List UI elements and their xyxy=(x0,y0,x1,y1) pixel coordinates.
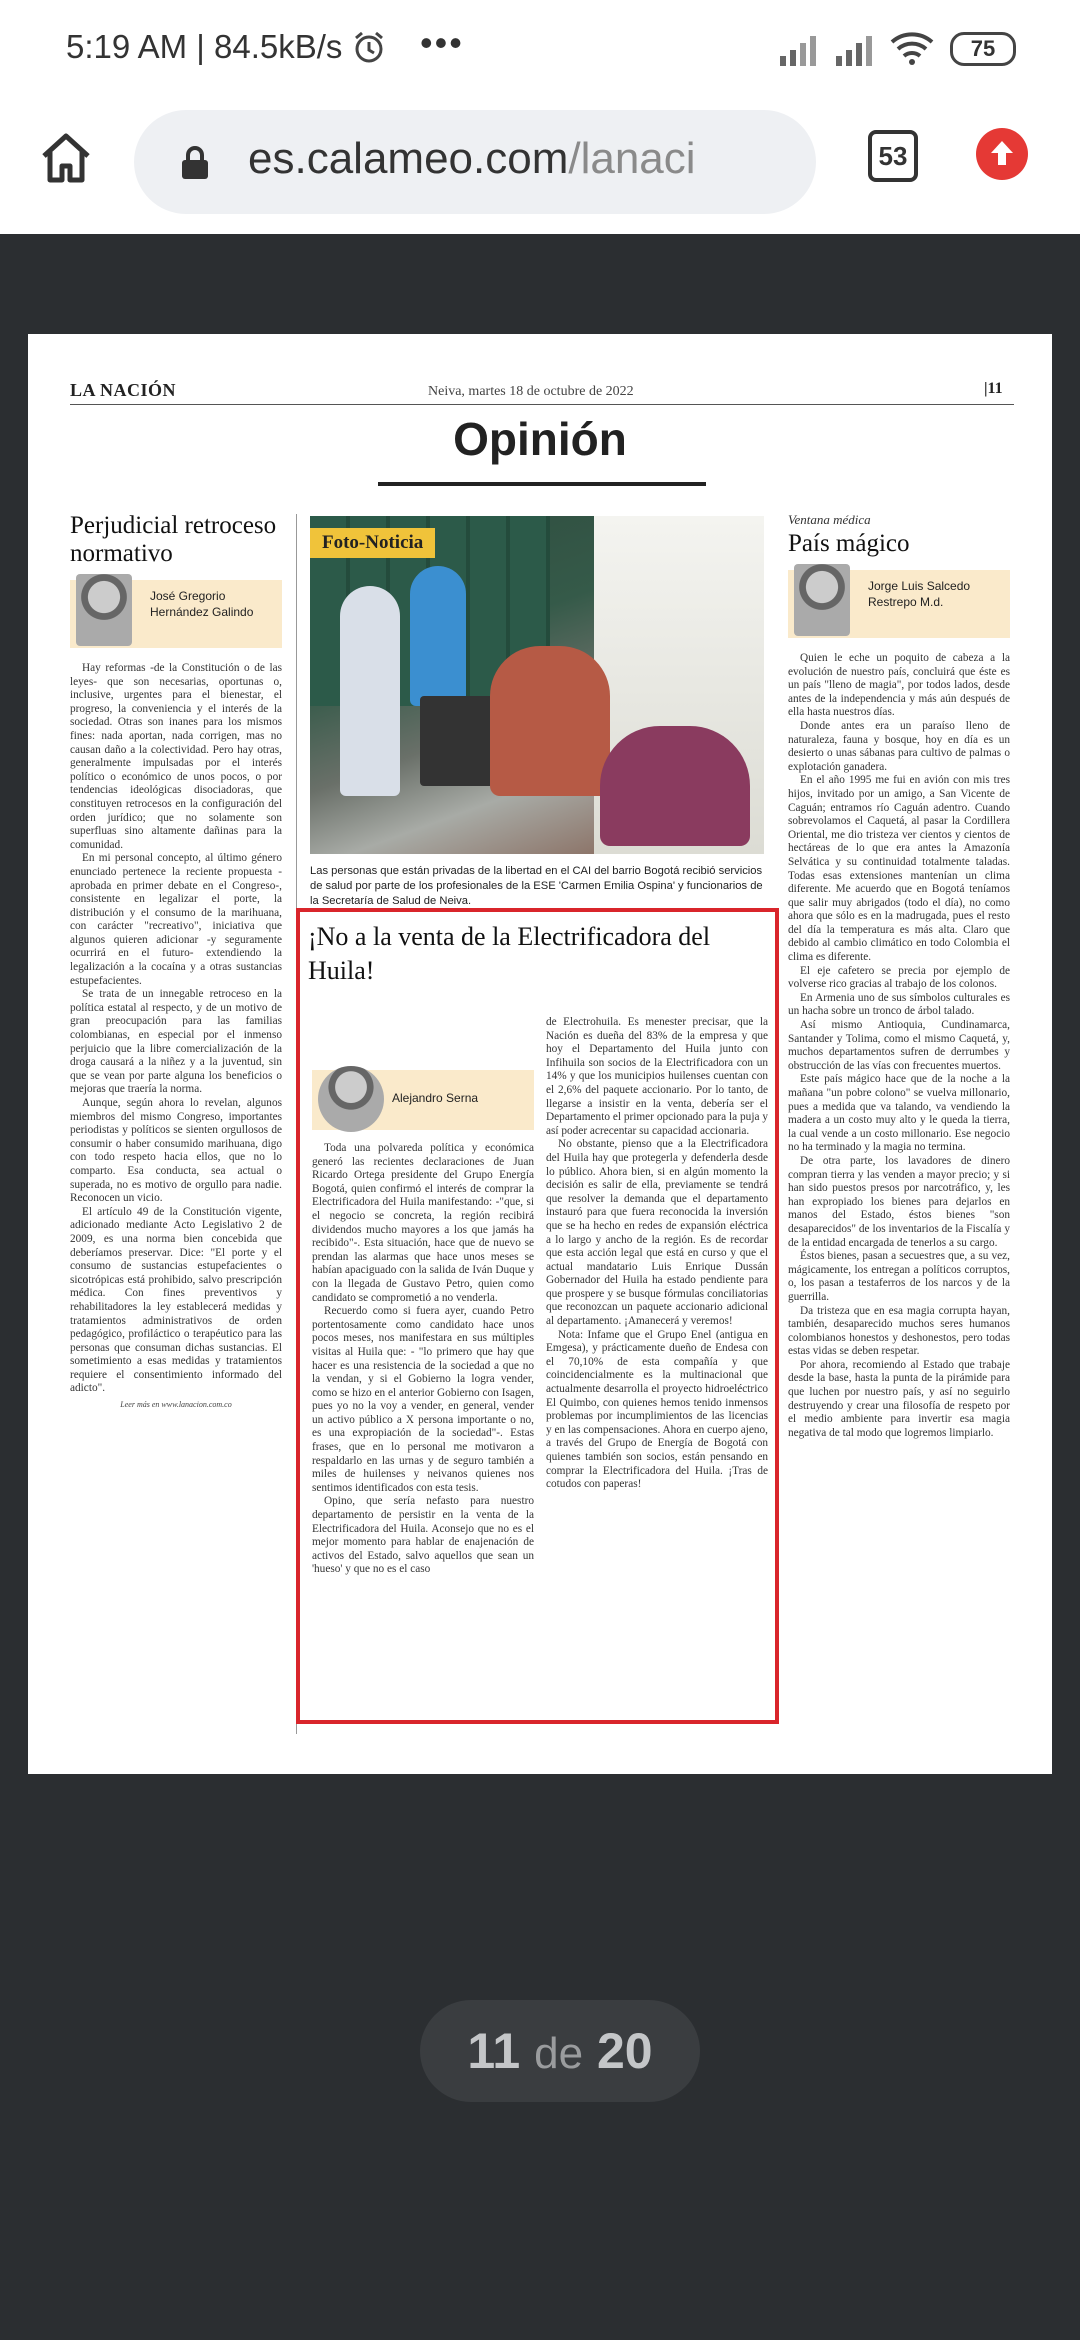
page-number: |11 xyxy=(984,380,1003,397)
photo-tag: Foto-Noticia xyxy=(310,528,435,558)
paragraph: Hay reformas -de la Constitución o de las leyes- que son necesarias, oportunas o, inclusive, urgentes para el bienestar, el progreso, la conveniencia y el interés de la sociedad. Otras son inanes para los mismos fines: nada aportan, nada corrigen, mas no causan daño a la colectividad. Pero hay otras, generalmente impulsadas por el interés político o económico de unos pocos, o por tendencias ideológicas disociadoras, que constituyen retrocesos en la configuración del orden jurídico; que no solamente son superfluas sino altamente dañinas para la comunidad. xyxy=(70,662,282,851)
left-column xyxy=(70,512,282,1409)
feature-author-box xyxy=(312,1070,534,1130)
right-body xyxy=(788,652,1010,1440)
author-photo xyxy=(76,574,132,646)
cell-signal-2-icon xyxy=(836,34,876,71)
left-author: José Gregorio Hernández Galindo xyxy=(150,589,254,619)
more-notifications-icon: ••• xyxy=(420,22,464,63)
paragraph: Este país mágico hace que de la noche a la mañana "un pobre colono" se vuelva millonario, pues a medida que va talando, va vendiendo la madera a un costo muy alto y le queda la tierra, la cual vende a un costo millonario. Ese negocio no ha terminado y la magia no termina. xyxy=(788,1073,1010,1154)
newspaper-page[interactable] xyxy=(28,334,1052,1774)
masthead: LA NACIÓN xyxy=(70,380,177,400)
feature-author: Alejandro Serna xyxy=(392,1091,479,1105)
paragraph: Quien le eche un poquito de cabeza a la evolución de nuestro país, concluirá que éste es un país "lleno de magia", por todos lados, desde antes de la independencia y más aún después de ella hasta nuestros días. xyxy=(788,652,1010,719)
paragraph: Opino, que sería nefasto para nuestro departamento de persistir en la venta de la Electrificadora del Huila. Aconsejo que no es el mejor momento para hablar de enajenación de activos del Estado, salvo aquellos que sean un 'hueso' y que no es el caso xyxy=(312,1495,534,1576)
battery-icon: 75 xyxy=(950,32,1016,66)
tabs-count-button[interactable]: 53 xyxy=(868,130,918,182)
paragraph: El eje cafetero se precia por ejemplo de volverse rico gracias al trabajo de los colonos. xyxy=(788,964,1010,991)
url-text: es.calameo.com/lanaci xyxy=(248,134,696,183)
status-bar xyxy=(0,0,1080,100)
photo-caption: Las personas que están privadas de la libertad en el CAI del barrio Bogotá recibió servicios de salud por parte de los profesionales de la ESE 'Carmen Emilia Ospina' y funcionarios de la Secretaría de Salud de Neiva. xyxy=(310,865,763,907)
paragraph: El artículo 49 de la Constitución vigente, adicionado mediante Acto Legislativo 2 de 2009, es una norma bien concebida que deberíamos preservar. Dice: "El porte y el consumo de sustancias estupefacientes o sicotrópicas está prohibido, salvo prescripción médica. Con fines preventivos y rehabilitadores la ley establecerá medidas y tratamientos administrativos de orden pedagógico, profiláctico o terapéutico para las personas que consuman dichas sustancias. El sometimiento a esas medidas y tratamientos requiere el consentimiento informado del adicto". xyxy=(70,1205,282,1395)
paragraph: Da tristeza que en esa magia corrupta hayan, también, desaparecido muchos seres humanos colombianos honestos y deshonestos, pero todas estas vidas se deben respetar. xyxy=(788,1304,1010,1358)
status-time: 5:19 AM | 84.5kB/s xyxy=(66,28,343,65)
paragraph: En Armenia uno de sus símbolos culturales es un hacha sobre un tronco de árbol talado. xyxy=(788,991,1010,1018)
paragraph: de Electrohuila. Es menester precisar, que la Nación es dueña del 83% de la empresa y que hoy el Departamento del Huila junto con Infihuila son socios de la Electrificadora con un 14% y que los municipios huilenses cuentan con el 2,6% del paquete accionario. Por lo tanto, de llegarse a insistir en la venta, debería ser el Departamento el primer opcionado para la puja y así poder acrecentar su capacidad accionaria. xyxy=(546,1016,768,1137)
page-counter[interactable]: 11 de 20 xyxy=(420,2000,700,2102)
alarm-icon xyxy=(352,30,386,69)
right-headline: País mágico xyxy=(788,530,910,557)
feature-article xyxy=(304,916,774,1576)
right-kicker: Ventana médica xyxy=(788,512,871,527)
wifi-icon xyxy=(890,30,934,71)
left-headline: Perjudicial retroceso normativo xyxy=(70,512,277,567)
dateline: Neiva, martes 18 de octubre de 2022 xyxy=(428,384,634,399)
browser-toolbar xyxy=(0,100,1080,234)
paragraph: Nota: Infame que el Grupo Enel (antigua en Emgesa), y prácticamente dueño de Endesa con el 70,10% de esta compañía y que coincidencialmente es la multinacional que actualmente desarrolla el proyecto hidroeléctrico El Quimbo, con quienes hemos tenido inmensos problemas por incumplimientos de las licencias y en las compensaciones. Ahora en cuerpo ajeno, a través del Grupo de Energía de Bogotá con quienes también son socios, están pensando en comprar la Electrificadora del Huila. ¡Tras de cotudos con paperas! xyxy=(546,1328,768,1491)
paragraph: En el año 1995 me fui en avión con mis tres hijos, invitado por un amigo, a San Vicente de Caguán; entramos río Caguán adentro. Cuando sobrevolamos el Caquetá, al pasar la Cordillera Oriental, me dio tristeza ver cientos y cientos de hectáreas de lo que era antes la Amazonía Selvática y su continuidad totalmente taladas. Todas esas extensiones mantenían un clima diferente. Me acuerdo que en Bogotá teníamos que salir muy abrigados (todo el día), no como ahora que sólo es en la madrugada, pues el resto del día la temperatura es más alta. Claro que debido al cambio climático en todo Colombia el clima es diferente. xyxy=(788,774,1010,964)
feature-col1 xyxy=(312,1070,534,1577)
paragraph: Donde antes era un paraíso lleno de naturaleza, fauna y bosque, hoy en día es un desierto o unas sábanas para cultivo de palmas o explotación ganadera. xyxy=(788,719,1010,773)
paragraph: Éstos bienes, pasan a secuestres que, a su vez, mágicamente, los entregan a políticos corruptos, o, los pasan a testaferros de los narcos y de la guerrilla. xyxy=(788,1250,1010,1303)
home-icon[interactable] xyxy=(38,130,94,191)
paragraph: Por ahora, recomiendo al Estado que trabaje desde la base, hasta la punta de la pirámide para que luchen por nuestro país, y así no seguirlo destruyendo y crear una filosofía de respeto por el medio ambiente para invertir esa magia negativa de tal modo que logremos limpiarlo. xyxy=(788,1358,1010,1439)
right-author-box xyxy=(788,570,1010,638)
lock-icon xyxy=(180,146,210,185)
left-footnote: Leer más en www.lanacion.com.co xyxy=(120,1400,232,1410)
section-underline xyxy=(378,482,706,486)
masthead-rule xyxy=(70,404,1014,405)
address-bar[interactable] xyxy=(134,110,816,214)
news-photo xyxy=(310,516,764,854)
section-title: Opinión xyxy=(453,413,627,465)
feature-col2 xyxy=(546,1016,768,1492)
paragraph: Así mismo Antioquia, Cundinamarca, Santander y Tolima, como el mismo Caquetá, y, muchos departamentos sufren de derrumbes y obstrucción de las vías con frecuentes muertos. xyxy=(788,1019,1010,1072)
paragraph: De otra parte, los lavadores de dinero compran tierra y las venden a mayor precio; y si han sido puestos presos por narcotráfico, y, les han expropiado los bienes para dejarlos en manos del Estado, éstos bienes "son desaparecidos" de los inventarios de la Fiscalía y de la entidad encargada de tenerlos a su cargo. xyxy=(788,1154,1010,1249)
author-photo xyxy=(318,1066,384,1132)
paragraph: Aunque, según ahora lo revelan, algunos miembros del mismo Congreso, importantes periodistas y políticos se sienten orgullosos de consumir o haber consumido marihuana, digo con todo respeto hacia ellos, que no lo comparto. Esa conducta, sea actual o superada, no es motivo de orgullo para nadie. Reconocen un vicio. xyxy=(70,1097,282,1205)
left-body xyxy=(70,662,282,1396)
paragraph: Toda una polvareda política y económica generó las recientes declaraciones de Juan Ricardo Ortega presidente del Grupo Energía Bogotá, quien confirmó el interés de comprar la Electrificadora del Huila manifestando: -"que, si el negocio se concreta, la región recibirá dividendos mucho mayores a los que jamás ha recibido"-. Esta situación, hace que de nuevo se prendan las alarmas que hace unos meses se habían apaciguado con la salida de Iván Duque y con la llegada de Gustavo Petro, quien como candidato se comprometió a no venderla. xyxy=(312,1142,534,1304)
update-icon[interactable] xyxy=(976,128,1028,180)
paragraph: En mi personal concepto, al último género enunciado pertenece la reciente propuesta -aprobada en primer debate en el Congreso-, consistente en legalizar el porte, la distribución y el consumo de la marihuana, con carácter "recreativo", iniciativa que algunos quieren adicionar -y seguramente ocurrirá en el futuro- extendiendo la legalización a la cocaína y a otras sustancias estupefacientes. xyxy=(70,852,282,987)
cell-signal-icon xyxy=(780,34,820,71)
author-photo xyxy=(794,564,850,636)
paragraph: Recuerdo como si fuera ayer, cuando Petro portentosamente como candidato hace unos pocos meses, nos manifestara en sus múltiples visitas al Huila que: - "lo primero que hay que hacer es una resistencia de la sociedad a que no la vendan, y si el Gobierno la logra vender, como se hizo en el anterior Gobierno con Isagen, pues yo no la voy a vender, en general, vender un activo público a X persona importante o no, es una expropiación de la sociedad"-. Estas frases, que en lo personal me motivaron a respaldarlo en las urnas y de seguro también a miles de huilenses y neivanos quienes nos sentimos identificados con esta tesis. xyxy=(312,1305,534,1494)
paragraph: No obstante, pienso que a la Electrificadora del Huila hay que protegerla y defenderla desde lo público. Ahora bien, si en algún momento la decisión es salir de ella, previamente se tendrá que resolver la demanda que el departamento instauró para que fuera reconocida la inversión que se ha hecho en redes de expansión eléctrica a lo largo y ancho de la región. Es de recordar que esta acción legal que está en curso y que el actual mandatario Luis Enrique Dussán Gobernador del Huila ha estado pendiente para que prospere y se busque fórmulas conciliatorias que reconozcan un paquete accionario adicional al departamento. ¡Amanecerá y veremos! xyxy=(546,1138,768,1328)
paragraph: Se trata de un innegable retroceso en la política estatal al respecto, y de un motivo de gran preocupación para las familias colombianas, en especial por el inmenso perjuicio que la libre comercialización de la droga causará a la niñez y a la juventud, sin que se vean por parte alguna los beneficios o mejoras que traería la norma. xyxy=(70,988,282,1096)
right-author: Jorge Luis Salcedo Restrepo M.d. xyxy=(868,579,971,609)
right-column xyxy=(788,512,1010,1440)
feature-headline: ¡No a la venta de la Electrificadora del Huila! xyxy=(308,922,711,985)
left-author-box xyxy=(70,580,282,648)
